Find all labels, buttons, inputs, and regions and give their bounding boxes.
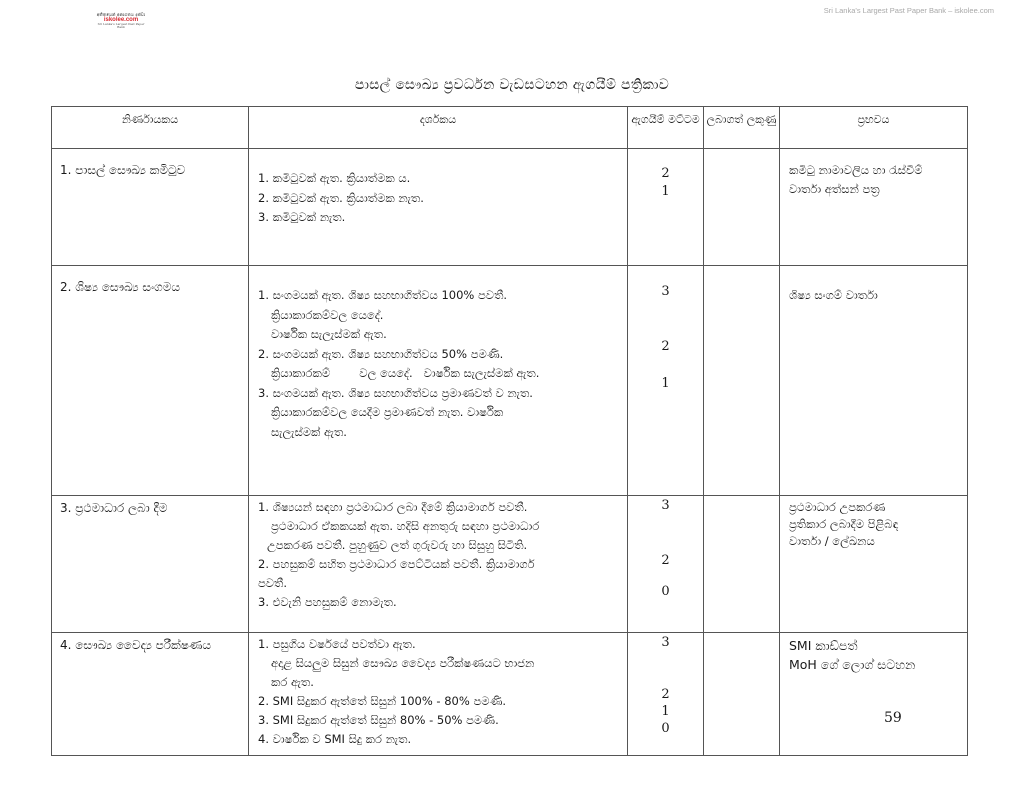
indicator-line: 3. කමිටුවක් නැත. bbox=[258, 210, 346, 224]
source-line: ප්‍රතිකාර ලබාදීම පිළිබඳ bbox=[789, 517, 899, 531]
level-cell bbox=[628, 496, 704, 633]
level-value: 0 bbox=[661, 721, 670, 736]
page-number: 59 bbox=[884, 710, 902, 726]
indicator-line: 3. සංගමයක් ඇත. ශිෂ්‍ය සහභාගිත්වය ප්‍රමාණවත් ව නැත. bbox=[258, 385, 533, 400]
table-row bbox=[52, 496, 968, 633]
level-cell bbox=[628, 266, 704, 496]
source-cell bbox=[780, 266, 968, 496]
criterion-text: 3. ප්‍රථමාධාර ලබා දීම bbox=[60, 501, 168, 515]
table-row bbox=[52, 149, 968, 266]
indicator-line: 3. එවැනි පහසුකම් නොමැත. bbox=[258, 595, 397, 609]
site-logo bbox=[96, 13, 146, 29]
level-value: 3 bbox=[661, 498, 670, 513]
level-value: 2 bbox=[661, 166, 670, 181]
criterion-cell bbox=[52, 633, 249, 756]
indicator-line: 1. කමිටුවක් ඇත. ක්‍රියාත්මක ය. bbox=[258, 171, 411, 185]
criterion-text: 1. පාසල් සෞඛ්‍ය කමිටුව bbox=[60, 163, 186, 177]
level-value: 1 bbox=[661, 704, 670, 719]
indicator-line: අදාළ සියලුම සිසුන් සෞඛ්‍ය වෛද්‍ය පරීක්ෂණයට භාජන bbox=[271, 656, 535, 670]
indicator-line: 4. වාර්ෂික ව SMI සිදු කර නැත. bbox=[258, 732, 412, 746]
indicator-line: 2. පහසුකම් සහිත ප්‍රථමාධාර පෙට්ටියක් පවතී. ක්‍රියාමාර්ග bbox=[258, 557, 535, 571]
marks-cell[interactable] bbox=[704, 266, 780, 496]
source-cell bbox=[780, 496, 968, 633]
source-line: වාර්තා අත්සන් පත්‍ර bbox=[789, 182, 880, 196]
indicator-cell bbox=[249, 633, 628, 756]
level-value: 1 bbox=[661, 376, 670, 391]
indicator-cell bbox=[249, 149, 628, 266]
level-value: 3 bbox=[661, 284, 670, 299]
criterion-text: 4. සෞඛ්‍ය වෛද්‍ය පරීක්ෂණය bbox=[60, 638, 212, 652]
indicator-line: කර ඇත. bbox=[271, 675, 314, 689]
marks-cell[interactable] bbox=[704, 149, 780, 266]
indicator-line: ක්‍රියාකාරකම්වල යෙදේ. bbox=[271, 307, 384, 322]
evaluation-table bbox=[51, 106, 968, 756]
marks-cell[interactable] bbox=[704, 633, 780, 756]
indicator-line: 3. SMI සිදුකර ඇත්තේ සිසුන් 80% - 50% පමණි. bbox=[258, 713, 499, 727]
level-value: 0 bbox=[661, 584, 670, 599]
source-line: SMI කාඩ්පත් bbox=[789, 638, 858, 653]
level-value: 2 bbox=[661, 339, 670, 354]
table-row bbox=[52, 633, 968, 756]
level-cell bbox=[628, 633, 704, 756]
column-header-source: ප්‍රභවය bbox=[780, 107, 968, 149]
source-line: කමිටු නාමාවලිය හා රැස්වීම් bbox=[789, 163, 923, 177]
indicator-line: 1. ශිෂ්‍යයන් සඳහා ප්‍රථමාධාර ලබා දීමේ ක්‍රියාමාර්ග පවතී. bbox=[258, 500, 528, 514]
level-value: 1 bbox=[661, 184, 670, 199]
indicator-line: වාර්ෂික සැලැස්මක් ඇත. bbox=[271, 327, 387, 341]
watermark-text: Sri Lanka's Largest Past Paper Bank – iskolee.com bbox=[823, 6, 994, 15]
column-header-marks: ලබාගත් ලකුණු bbox=[704, 107, 780, 149]
column-header-criterion: නිර්ණායකය bbox=[52, 107, 249, 149]
level-cell bbox=[628, 149, 704, 266]
level-value: 3 bbox=[661, 635, 670, 650]
criterion-text: 2. ශිෂ්‍ය සෞඛ්‍ය සංගමය bbox=[60, 280, 180, 294]
logo-name: iskolee.com bbox=[103, 17, 139, 23]
indicator-line: උපකරණ පවතී. පුහුණුව ලත් ගුරුවරු හා සිසුහු සිටිති. bbox=[267, 538, 528, 552]
page-title: පාසල් සෞඛ්‍ය ප්‍රවර්ධන වැඩසටහන ඇගයීම් පත්‍රිකාව bbox=[354, 77, 670, 93]
level-value: 2 bbox=[661, 687, 670, 702]
logo-tagline: අතීතයෙන් අනාගතය දක්වා bbox=[96, 12, 146, 17]
table-row bbox=[52, 266, 968, 496]
marks-cell[interactable] bbox=[704, 496, 780, 633]
indicator-line: ප්‍රථමාධාර ඒකකයක් ඇත. හදිසි අනතුරු සඳහා ප්‍රථමාධාර bbox=[271, 519, 540, 533]
indicator-line: 1. සංගමයක් ඇත. ශිෂ්‍ය සහභාගිත්වය 100% පවතී. bbox=[258, 288, 508, 302]
indicator-line: 2. කමිටුවක් ඇත. ක්‍රියාත්මක නැත. bbox=[258, 190, 424, 205]
table-header-row bbox=[52, 107, 968, 149]
indicator-line: පවතී. bbox=[258, 576, 288, 590]
indicator-cell bbox=[249, 496, 628, 633]
source-cell bbox=[780, 633, 968, 756]
logo-subtitle: Sri Lanka's Largest Past Paper Bank bbox=[97, 22, 145, 29]
source-cell bbox=[780, 149, 968, 266]
indicator-line: ක්‍රියාකාරකම්වල යෙදීම ප්‍රමාණවත් නැත. වාර්ෂික bbox=[271, 405, 504, 419]
indicator-line: 2. සංගමයක් ඇත. ශිෂ්‍ය සහභාගිත්වය 50% පමණි. bbox=[258, 346, 504, 361]
column-header-level: ඇගයීම් මට්ටම bbox=[628, 107, 704, 149]
criterion-cell bbox=[52, 496, 249, 633]
indicator-line: 2. SMI සිදුකර ඇත්තේ සිසුන් 100% - 80% පමණි. bbox=[258, 694, 507, 708]
column-header-indicator: දර්ශකය bbox=[249, 107, 628, 149]
source-line: ප්‍රථමාධාර උපකරණ bbox=[789, 500, 886, 514]
indicator-line: ක්‍රියාකාරකම් වල යෙදේ. වාර්ෂික සැලැස්මක් ඇත. bbox=[271, 366, 540, 380]
criterion-cell bbox=[52, 149, 249, 266]
source-line: MoH ගේ ලොග් සටහන bbox=[789, 657, 916, 672]
criterion-cell bbox=[52, 266, 249, 496]
indicator-line: සැලැස්මක් ඇත. bbox=[271, 424, 347, 439]
source-line: ශිෂ්‍ය සංගම් වාර්තා bbox=[789, 288, 878, 302]
level-value: 2 bbox=[661, 553, 670, 568]
source-line: වාර්තා / ලේඛනය bbox=[789, 534, 875, 548]
indicator-cell bbox=[249, 266, 628, 496]
indicator-line: 1. පසුගිය වර්ෂයේ පවත්වා ඇත. bbox=[258, 637, 416, 651]
